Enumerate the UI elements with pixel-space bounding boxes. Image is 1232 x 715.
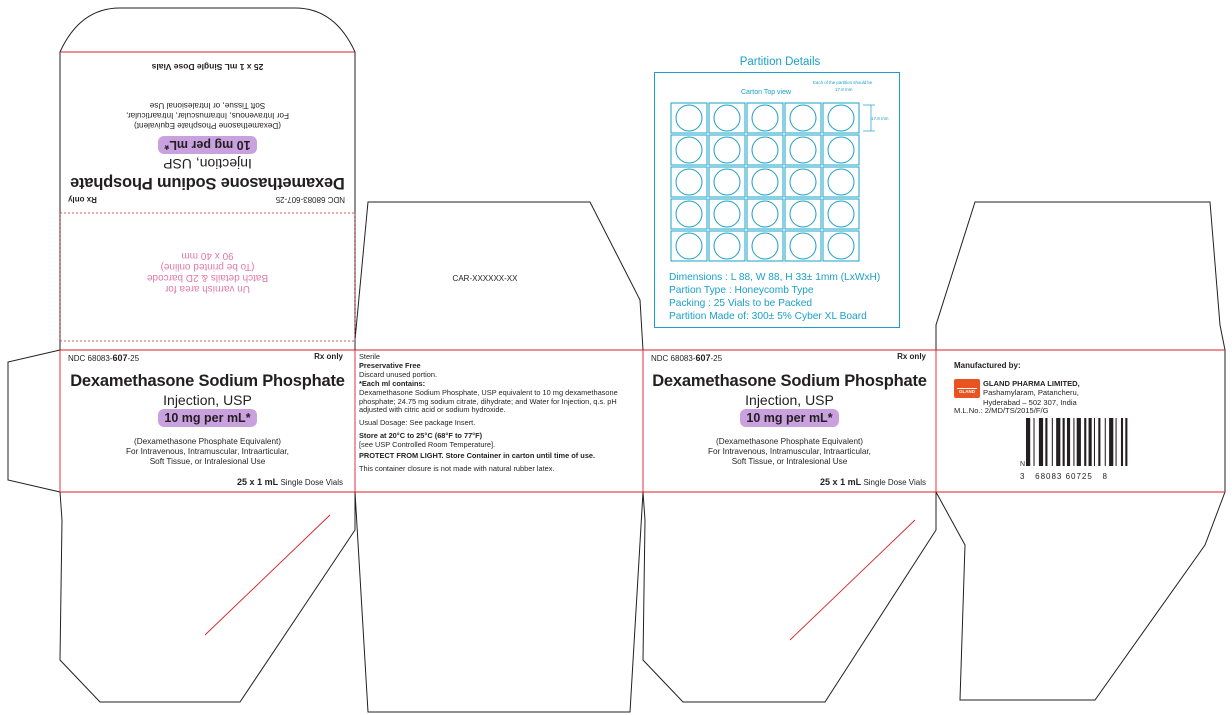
vial-slot: [752, 201, 778, 227]
barcode-bar: [1105, 418, 1106, 466]
ndc-suffix: -25: [127, 354, 140, 363]
front1-desc-line: For Intravenous, Intramuscular, Intraarticular,: [126, 447, 289, 456]
vial-slot: [790, 105, 816, 131]
vial-slot: [714, 201, 740, 227]
front1-qty: [237, 477, 343, 487]
vial-slot: [714, 137, 740, 163]
front2-injection: Injection, USP: [745, 392, 834, 408]
mfr-heading: Manufactured by:: [954, 361, 1021, 370]
vial-slot: [714, 169, 740, 195]
partition-dim-h: 17.8 mm: [835, 87, 853, 92]
vial-slot: [828, 105, 854, 131]
barcode-bar: [1039, 418, 1043, 466]
vial-slot: [790, 201, 816, 227]
front1-ndc: [68, 353, 139, 363]
vial-slot: [790, 233, 816, 259]
top-flap-strength-wrap: [60, 136, 355, 154]
gland-logo: [954, 379, 980, 398]
vial-slot: [828, 169, 854, 195]
vial-slot: [752, 105, 778, 131]
side-contents-3: adjusted with citric acid or sodium hydroxide.: [359, 405, 506, 415]
barcode-bar: [1056, 418, 1060, 466]
front1-strength-wrap: [60, 409, 355, 427]
vial-slot: [676, 201, 702, 227]
top-flap-qty: 25 x 1 mL Single Dose Vials: [151, 62, 264, 72]
barcode-bar: [1109, 418, 1113, 466]
barcode-bar: [1125, 418, 1127, 466]
partition-dimensions: Dimensions : L 88, W 88, H 33± 1mm (LxWxH): [669, 272, 881, 283]
front2-strength: 10 mg per mL*: [740, 409, 838, 427]
barcode-bar: [1034, 418, 1035, 466]
top-flap-desc-line: Soft Tissue, or Intralesional Use: [149, 101, 266, 110]
vial-slot: [714, 105, 740, 131]
side-sterile: Sterile: [359, 352, 380, 361]
vial-slot: [828, 233, 854, 259]
gland-logo-text: GLAND: [959, 389, 975, 394]
top-flap-injection: Injection, USP: [163, 156, 252, 172]
side-preservative-free: Preservative Free: [359, 360, 421, 370]
crease-diag-2: [790, 520, 915, 640]
side-discard: Discard unused portion.: [359, 369, 438, 379]
side-panel: [359, 353, 641, 474]
barcode-digits: 3 68083 60725 8: [1020, 472, 1108, 481]
front-panel-2: [643, 350, 936, 492]
ndc-suffix: -25: [710, 354, 723, 363]
barcode-bar: [1073, 418, 1074, 466]
barcode-bar: [1098, 418, 1100, 466]
barcode-n: N: [1020, 461, 1026, 468]
top-flap-ndc: NDC 68083-607-25: [275, 195, 345, 204]
vial-slot: [714, 233, 740, 259]
ndc-prefix: NDC 68083-: [68, 354, 113, 363]
dust-flap-4-outline: [936, 202, 1225, 350]
ndc-prefix: NDC 68083-: [651, 354, 696, 363]
unvarnish-line: 90 x 40 mm: [181, 250, 234, 261]
vial-slot: [752, 233, 778, 259]
vial-slot: [676, 105, 702, 131]
bottom-flap-3-outline: [643, 492, 936, 702]
vial-slot: [790, 137, 816, 163]
partition-material: Partition Made of: 300± 5% Cyber XL Board: [669, 311, 867, 322]
front1-desc: [60, 437, 355, 467]
car-code: CAR-XXXXXX-XX: [452, 274, 518, 283]
front1-strength: 10 mg per mL*: [158, 409, 256, 427]
vial-slot: [676, 233, 702, 259]
side-latex: This container closure is not made with natural rubber latex.: [359, 463, 555, 473]
mfr-license: M.L.No.: 2/MD/TS/2015/F/G: [954, 406, 1049, 415]
partition-spec-lines: [669, 271, 880, 323]
top-flap-content: [60, 52, 355, 212]
front-panel-1: [60, 350, 355, 492]
partition-grid: [669, 101, 891, 271]
barcode-bar: [1116, 418, 1117, 466]
ndc-bold: 607: [112, 353, 128, 363]
front1-desc-line: (Dexamethasone Phosphate Equivalent): [133, 437, 281, 446]
front1-rx: Rx only: [314, 352, 343, 361]
front2-desc: [643, 437, 936, 467]
partition-details-box: [654, 72, 900, 328]
bottom-flap-4-outline: [936, 492, 1225, 700]
barcode-bar: [1052, 418, 1053, 466]
vial-slot: [828, 137, 854, 163]
barcode: [1026, 418, 1136, 470]
top-flap-desc: [60, 100, 355, 130]
side-store: Store at 20°C to 25°C (68°F to 77°F): [359, 431, 483, 441]
mfr-addr2: Hyderabad – 502 307, India: [983, 397, 1077, 407]
vial-slot: [676, 169, 702, 195]
barcode-bar: [1121, 418, 1123, 466]
partition-note: Each of the partition should be: [813, 80, 873, 85]
top-flap-strength: 10 mg per mL*: [158, 136, 256, 154]
vial-slot: [752, 137, 778, 163]
mfr-company: GLAND PHARMA LIMITED,: [983, 379, 1080, 388]
front2-product-name: Dexamethasone Sodium Phosphate: [652, 372, 927, 390]
side-protect: PROTECT FROM LIGHT. Store Container in carton until time of use.: [359, 451, 596, 461]
qty-rest: Single Dose Vials: [863, 478, 926, 487]
front2-strength-wrap: [643, 409, 936, 427]
partition-title: Partition Details: [739, 56, 821, 68]
side-dosage: Usual Dosage: See package Insert.: [359, 418, 476, 428]
top-flap-desc-line: (Dexamethasone Phosphate Equivalent): [134, 121, 282, 130]
partition-dim-v: 17.8 mm: [871, 116, 889, 121]
mfr-addr1: Pashamylaram, Patancheru,: [983, 388, 1079, 398]
front2-qty: [820, 477, 926, 487]
barcode-bar: [1067, 418, 1070, 466]
qty-bold: 25 x 1 mL: [237, 477, 278, 487]
front2-desc-line: For Intravenous, Intramuscular, Intraarticular,: [708, 447, 871, 456]
top-flap-desc-line: For Intravenous, Intramuscular, Intraarticular,: [126, 111, 289, 120]
front1-product-name: Dexamethasone Sodium Phosphate: [70, 372, 345, 390]
vial-slot: [676, 137, 702, 163]
barcode-bar: [1045, 418, 1047, 466]
unvarnish-line: Batch details & 2D barcode: [146, 272, 269, 283]
manufacturer-panel: [936, 350, 1225, 492]
vial-slot: [752, 169, 778, 195]
side-each-ml: *Each ml contains:: [359, 378, 426, 388]
unvarnish-line: Un varnish area for: [164, 283, 251, 294]
front2-desc-line: Soft Tissue, or Intralesional Use: [731, 457, 848, 466]
ndc-bold: 607: [695, 353, 711, 363]
barcode-bar: [1094, 418, 1095, 466]
side-contents-1: Dexamethasone Sodium Phosphate, USP equivalent to 10 mg dexamethasone: [359, 387, 618, 397]
bottom-flap-1-outline: [60, 492, 355, 702]
qty-rest: Single Dose Vials: [280, 478, 343, 487]
front2-rx: Rx only: [897, 352, 926, 361]
side-store-2: [see USP Controlled Room Temperature].: [359, 440, 496, 450]
front2-desc-line: (Dexamethasone Phosphate Equivalent): [715, 437, 863, 446]
top-flap-rx: Rx only: [68, 195, 97, 204]
barcode-bar: [1089, 418, 1092, 466]
barcode-bar: [1084, 418, 1086, 466]
crease-diag-1: [205, 515, 330, 635]
qty-bold: 25 x 1 mL: [820, 477, 861, 487]
mfr-address: [983, 379, 1080, 407]
front1-desc-line: Soft Tissue, or Intralesional Use: [149, 457, 266, 466]
front1-injection: Injection, USP: [163, 392, 252, 408]
barcode-bar: [1077, 418, 1081, 466]
bottom-flap-2-outline: [355, 492, 643, 712]
top-flap-product-name: Dexamethasone Sodium Phosphate: [70, 174, 345, 192]
partition-packing: Packing : 25 Vials to be Packed: [669, 298, 813, 309]
unvarnish-line: (To be printed online): [160, 261, 255, 272]
unvarnish-text: [60, 250, 355, 294]
glue-flap-outline: [8, 350, 60, 492]
front2-ndc: [651, 353, 722, 363]
barcode-bar: [1026, 418, 1030, 466]
partition-top-view-label: Carton Top view: [741, 89, 792, 96]
side-contents-2: phosphate; 24.75 mg sodium citrate, dihydrate; and Water for Injection, q.s. pH: [359, 396, 617, 406]
vial-slot: [828, 201, 854, 227]
vial-slot: [790, 169, 816, 195]
partition-type: Partion Type : Honeycomb Type: [669, 285, 814, 296]
barcode-bar: [1063, 418, 1065, 466]
